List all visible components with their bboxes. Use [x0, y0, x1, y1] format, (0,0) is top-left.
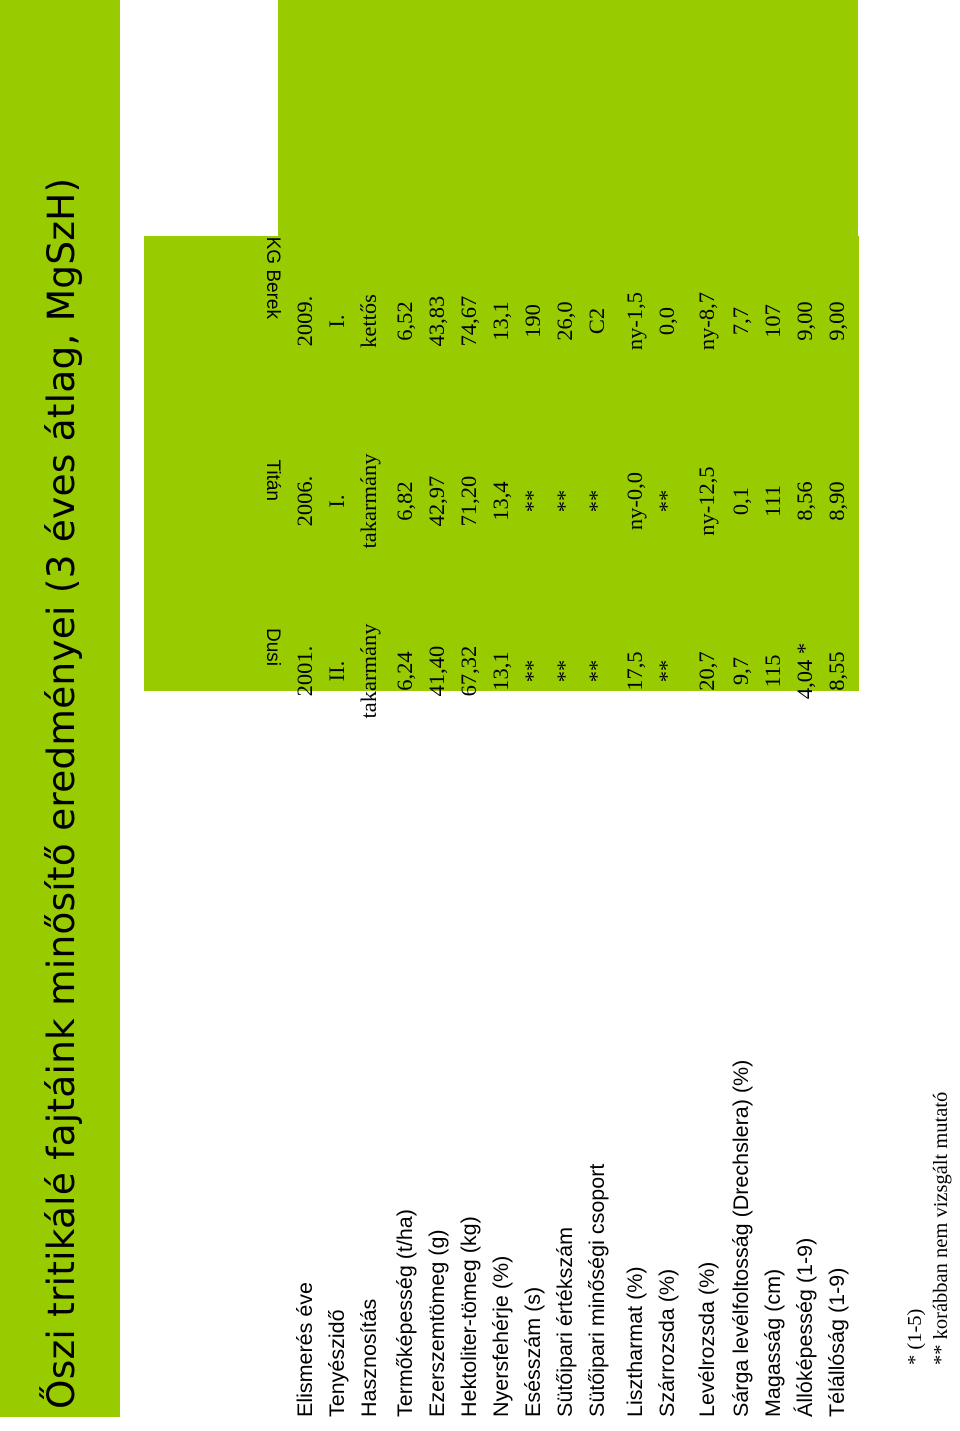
table-cell: **	[520, 659, 545, 683]
row-label: Esésszám (s)	[521, 1286, 545, 1417]
footnote-1: * (1-5)	[904, 1308, 926, 1365]
table-cell: ny-12,5	[694, 466, 719, 536]
row-label: Hasznosítás	[357, 1298, 381, 1417]
table-cell: 8,56	[792, 481, 817, 521]
table-cell: 4,04 *	[792, 642, 817, 700]
footnote-2: ** korábban nem vizsgált mutató	[930, 1091, 952, 1365]
row-label: Hektoliter-tömeg (kg)	[457, 1216, 481, 1417]
table-cell: **	[654, 659, 679, 683]
table-cell: ny-8,7	[694, 291, 719, 351]
table-cell: 0,1	[728, 486, 753, 516]
table-cell: takarmány	[356, 623, 381, 719]
table-cell: 13,4	[488, 481, 513, 521]
table-cell: 6,24	[392, 651, 417, 691]
table-cell: **	[552, 659, 577, 683]
row-label: Elismerés éve	[293, 1281, 317, 1417]
table-cell: 74,67	[456, 295, 481, 347]
table-cell: **	[584, 659, 609, 683]
table-cell: 115	[760, 654, 785, 688]
table-cell: 7,7	[728, 306, 753, 336]
row-label: Állóképesség (1-9)	[793, 1237, 817, 1417]
row-label: Sütőipari minőségi csoport	[585, 1163, 609, 1417]
table-cell: takarmány	[356, 453, 381, 549]
table-cell: 42,97	[424, 475, 449, 527]
table-cell: ny-0,0	[622, 471, 647, 531]
table-cell: 9,00	[792, 301, 817, 341]
table-cell: 2006.	[292, 475, 317, 527]
table-cell: 13,1	[488, 301, 513, 341]
table-cell: kettős	[356, 294, 381, 348]
table-cell: 41,40	[424, 645, 449, 697]
table-cell: **	[654, 489, 679, 513]
table-cell: **	[520, 489, 545, 513]
table-cell: 9,00	[824, 301, 849, 341]
table-cell: 67,32	[456, 645, 481, 697]
table-cell: 6,52	[392, 301, 417, 341]
table-cell: I.	[324, 494, 349, 508]
row-label: Tenyészidő	[325, 1309, 349, 1417]
row-label: Sárga levélfoltosság (Drechslera) (%)	[729, 1059, 753, 1417]
table-cell: 13,1	[488, 651, 513, 691]
row-label: Termőképesség (t/ha)	[393, 1209, 417, 1417]
table-cell: **	[584, 489, 609, 513]
table-cell: 9,7	[728, 656, 753, 686]
row-label: Magasság (cm)	[761, 1268, 785, 1417]
table-cell: 111	[760, 484, 785, 518]
table-cell: 190	[520, 304, 545, 338]
header-band	[144, 236, 278, 691]
row-label: Sütőipari értékszám	[553, 1227, 577, 1417]
row-label: Szárrozsda (%)	[655, 1268, 679, 1417]
table-cell: 0,0	[654, 306, 679, 336]
table-cell: 8,90	[824, 481, 849, 521]
table-cell: 2001.	[292, 645, 317, 697]
table-cell: C2	[584, 307, 609, 335]
table-cell: II.	[324, 660, 349, 682]
column-header-dusi: Dusi	[262, 627, 283, 666]
table-cell: 43,83	[424, 295, 449, 347]
column-header-titan: Titán	[262, 459, 283, 501]
table-cell: I.	[324, 314, 349, 328]
table-cell: ny-1,5	[622, 291, 647, 351]
row-label: Nyersfehérje (%)	[489, 1255, 513, 1417]
slide-title: Őszi tritikálé fajtáink minősítő eredményei (3 éves átlag, MgSzH)	[39, 177, 83, 1409]
table-cell: 107	[760, 304, 785, 338]
table-cell: 71,20	[456, 475, 481, 527]
table-cell: 2009.	[292, 295, 317, 347]
table-cell: 20,7	[694, 651, 719, 691]
table-cell: 6,82	[392, 481, 417, 521]
table-cell: 17,5	[622, 651, 647, 691]
table-cell: 8,55	[824, 651, 849, 691]
row-label: Levélrozsda (%)	[695, 1261, 719, 1417]
row-label: Télállóság (1-9)	[825, 1267, 849, 1417]
table-cell: 26,0	[552, 301, 577, 341]
table-bottom-line	[856, 236, 859, 691]
row-label: Ezerszemtömeg (g)	[425, 1229, 449, 1417]
column-header-kg-berek: KG Berek	[262, 236, 283, 319]
table-cell: **	[552, 489, 577, 513]
row-label: Lisztharmat (%)	[623, 1266, 647, 1417]
